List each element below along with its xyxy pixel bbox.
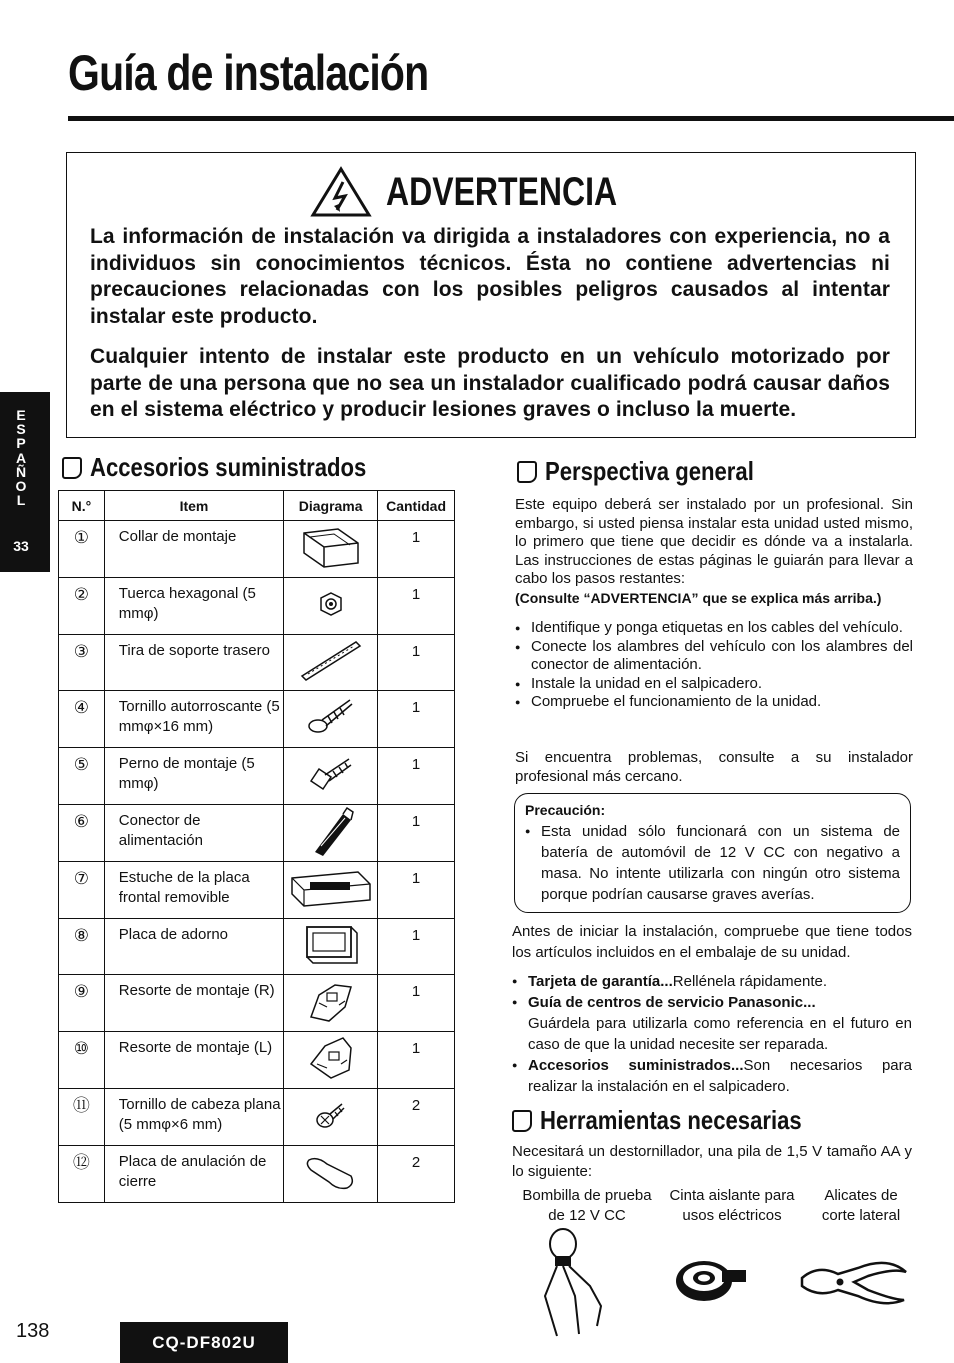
checkbox-square-icon (517, 461, 537, 483)
row-diagram (284, 975, 378, 1032)
accessories-heading-text: Accesorios suministrados (90, 452, 367, 482)
mounting-spring-l-icon (305, 1069, 357, 1086)
caution-title: Precaución: (525, 802, 606, 818)
warning-title: ADVERTENCIA (386, 169, 618, 214)
row-number (59, 1032, 105, 1089)
item-text: Son necesarios para realizar la instalación en el salpicadero. (528, 1057, 912, 1095)
row-quantity: 2 (378, 1145, 455, 1202)
row-number (59, 1145, 105, 1202)
language-tab-letters (0, 408, 42, 507)
row-diagram (284, 1032, 378, 1089)
list-item: ● Conecte los alambres del vehículo con los alambres del conector de alimentación. (515, 638, 913, 675)
tools-heading-text: Herramientas necesarias (540, 1105, 802, 1135)
row-quantity: 1 (378, 861, 455, 918)
item-bold: Tarjeta de garantía... (528, 973, 673, 990)
tab-letter: P (16, 435, 26, 452)
overview-before: Antes de iniciar la instalación, compruebe que tiene todos los artículos incluidos en el embalaje de su unidad. (512, 923, 912, 961)
tapping-screw-icon (306, 725, 356, 742)
item-text: Rellénela rápidamente. (672, 973, 828, 990)
row-number-circle: ⑩ (73, 1039, 89, 1059)
list-item: ● Identifique y ponga etiquetas en los cables del vehículo. (515, 619, 913, 638)
accessories-heading (62, 452, 415, 483)
test-lamp-icon (535, 1226, 615, 1338)
col-diagram: Diagrama (284, 491, 378, 521)
tool-electrical-tape (662, 1186, 802, 1226)
row-number-circle: ⑨ (73, 982, 89, 1002)
row-number-circle: ⑤ (73, 755, 89, 775)
faceplate-case-icon (288, 895, 374, 912)
tool-label: Cinta aislante para (669, 1187, 795, 1204)
row-item: Tornillo de cabeza plana (5 mmφ×6 mm) (104, 1088, 283, 1145)
row-item: Tuerca hexagonal (5 mmφ) (104, 577, 283, 634)
list-item (512, 971, 912, 992)
row-quantity: 1 (378, 634, 455, 691)
row-quantity: 1 (378, 918, 455, 975)
row-number-circle: ③ (73, 641, 89, 661)
row-item: Collar de montaje (104, 521, 283, 578)
tab-letter: A (15, 449, 27, 466)
row-number (59, 804, 105, 861)
row-quantity: 1 (378, 975, 455, 1032)
side-cutter-icon (798, 1256, 910, 1308)
tool-side-cutters (798, 1186, 924, 1226)
warning-paragraph-1: La información de instalación va dirigida a instaladores con experiencia, no a individuos sin conocimientos técnicos. Ésta no contiene advertencias ni precauciones relacionadas con los posibles peligros causados al intentar instalar este producto. (90, 225, 890, 328)
page-number: 138 (16, 1320, 50, 1342)
row-number (59, 634, 105, 691)
row-quantity: 2 (378, 1088, 455, 1145)
row-diagram (284, 577, 378, 634)
row-number-circle: ⑥ (73, 811, 89, 831)
tools-heading (512, 1105, 848, 1136)
row-diagram (284, 521, 378, 578)
table-row (59, 634, 455, 691)
row-number-circle: ④ (73, 698, 89, 718)
row-diagram (284, 634, 378, 691)
col-item: Item (104, 491, 283, 521)
table-row (59, 804, 455, 861)
table-row (59, 861, 455, 918)
tab-letter: E (16, 407, 26, 423)
power-connector-icon (307, 843, 355, 860)
row-item: Tornillo autorroscante (5 mmφ×16 mm) (104, 691, 283, 748)
row-diagram (284, 691, 378, 748)
row-number-circle: ⑪ (72, 1095, 90, 1115)
list-item: ● Compruebe el funcionamiento de la unidad. (515, 693, 913, 712)
overview-heading-text: Perspectiva general (545, 456, 754, 486)
item-bold: Accesorios suministrados... (528, 1057, 744, 1074)
language-side-tab (0, 392, 50, 572)
language-tab-number: 33 (13, 538, 29, 554)
row-item: Placa de adorno (104, 918, 283, 975)
row-number-circle: ② (73, 584, 89, 604)
row-quantity: 1 (378, 691, 455, 748)
row-number (59, 691, 105, 748)
table-header-row (59, 491, 455, 521)
row-number (59, 1088, 105, 1145)
row-diagram (284, 918, 378, 975)
item-text: Guárdela para utilizarla como referencia en el futuro en caso de que la unidad necesite ser reparada. (528, 1015, 912, 1053)
item-bold: Guía de centros de servicio Panasonic... (528, 994, 816, 1011)
overview-heading (517, 456, 791, 487)
overview-problems: Si encuentra problemas, consulte a su instalador profesional más cercano. (515, 749, 913, 785)
overview-intro: Este equipo deberá ser instalado por un profesional. Sin embargo, si usted piensa instalar esta unidad usted mismo, lo primero que tiene que decidir es dónde va a instalarla. Las instrucciones de estas páginas le guiarán para llevar a cabo los pasos restantes: (515, 496, 913, 587)
high-voltage-warning-icon (310, 166, 372, 218)
row-quantity: 1 (378, 804, 455, 861)
tab-letter: L (16, 492, 26, 509)
row-number-circle: ⑫ (72, 1152, 90, 1172)
electrical-tape-icon (672, 1256, 752, 1306)
tool-label: Bombilla de prueba (522, 1187, 652, 1204)
table-row (59, 521, 455, 578)
row-item: Resorte de montaje (R) (104, 975, 283, 1032)
trim-plate-icon (301, 954, 361, 971)
accessories-table (58, 490, 455, 1203)
table-row (59, 918, 455, 975)
row-number (59, 521, 105, 578)
rear-strap-icon (298, 669, 364, 686)
mounting-spring-r-icon (305, 1012, 357, 1029)
overview-steps-list (515, 619, 913, 712)
table-row (59, 691, 455, 748)
row-number (59, 861, 105, 918)
row-item: Conector de alimentación (104, 804, 283, 861)
warning-heading (310, 162, 675, 222)
lock-cancel-plate-icon (303, 1179, 359, 1196)
row-number (59, 748, 105, 805)
row-diagram (284, 748, 378, 805)
row-number-circle: ① (73, 528, 89, 547)
row-quantity: 1 (378, 1032, 455, 1089)
row-item: Tira de soporte trasero (104, 634, 283, 691)
col-number: N.° (59, 491, 105, 521)
row-item: Resorte de montaje (L) (104, 1032, 283, 1089)
row-diagram (284, 1088, 378, 1145)
row-diagram (284, 1145, 378, 1202)
row-number (59, 918, 105, 975)
col-quantity: Cantidad (378, 491, 455, 521)
model-label: CQ-DF802U (120, 1322, 288, 1363)
tool-label: de 12 V CC (548, 1207, 626, 1224)
table-row (59, 1145, 455, 1202)
mounting-bolt-icon (305, 782, 357, 799)
included-items-list (512, 971, 912, 1097)
tool-label: usos eléctricos (682, 1207, 782, 1224)
row-quantity: 1 (378, 577, 455, 634)
list-item: ● Instale la unidad en el salpicadero. (515, 675, 913, 694)
row-quantity: 1 (378, 748, 455, 805)
tool-label: Alicates de (824, 1187, 898, 1204)
tab-letter: Ñ (15, 463, 27, 480)
row-number (59, 975, 105, 1032)
flat-head-screw-icon (314, 1119, 348, 1136)
row-number-circle: ⑧ (73, 925, 89, 945)
row-item: Estuche de la placa frontal removible (104, 861, 283, 918)
checkbox-square-icon (512, 1110, 532, 1132)
row-diagram (284, 861, 378, 918)
tab-letter: O (15, 478, 27, 495)
mounting-collar-icon (298, 556, 364, 573)
table-row (59, 975, 455, 1032)
row-item: Placa de anulación de cierre (104, 1145, 283, 1202)
row-number-circle: ⑦ (73, 868, 89, 888)
row-diagram (284, 804, 378, 861)
tool-test-lamp (512, 1186, 662, 1226)
overview-note: (Consulte “ADVERTENCIA” que se explica más arriba.) (515, 590, 882, 606)
caution-list (525, 821, 900, 905)
tool-label: corte lateral (821, 1207, 901, 1224)
list-item (512, 992, 912, 1055)
warning-paragraph-2: Cualquier intento de instalar este producto en un vehículo motorizado por parte de una persona que no sea un instalador cualificado podrá causar daños en el sistema eléctrico y producir lesiones graves o incluso la muerte. (90, 345, 890, 421)
table-row (59, 1088, 455, 1145)
tools-intro: Necesitará un destornillador, una pila de 1,5 V tamaño AA y lo siguiente: (512, 1143, 912, 1180)
caution-box (514, 793, 911, 913)
table-row (59, 1032, 455, 1089)
row-item: Perno de montaje (5 mmφ) (104, 748, 283, 805)
title-rule (68, 116, 954, 121)
row-quantity: 1 (378, 521, 455, 578)
hex-nut-icon (318, 604, 344, 621)
tab-letter: S (16, 421, 26, 438)
list-item (512, 1055, 912, 1097)
row-number (59, 577, 105, 634)
page-title: Guía de instalación (68, 45, 429, 101)
table-row (59, 577, 455, 634)
table-row (59, 748, 455, 805)
list-item: ● Esta unidad sólo funcionará con un sistema de batería de automóvil de 12 V CC con negativo a masa. No intente utilizarla con ningún otro sistema porque podrían causarse graves averías. (525, 821, 900, 905)
checkbox-square-icon (62, 457, 82, 479)
